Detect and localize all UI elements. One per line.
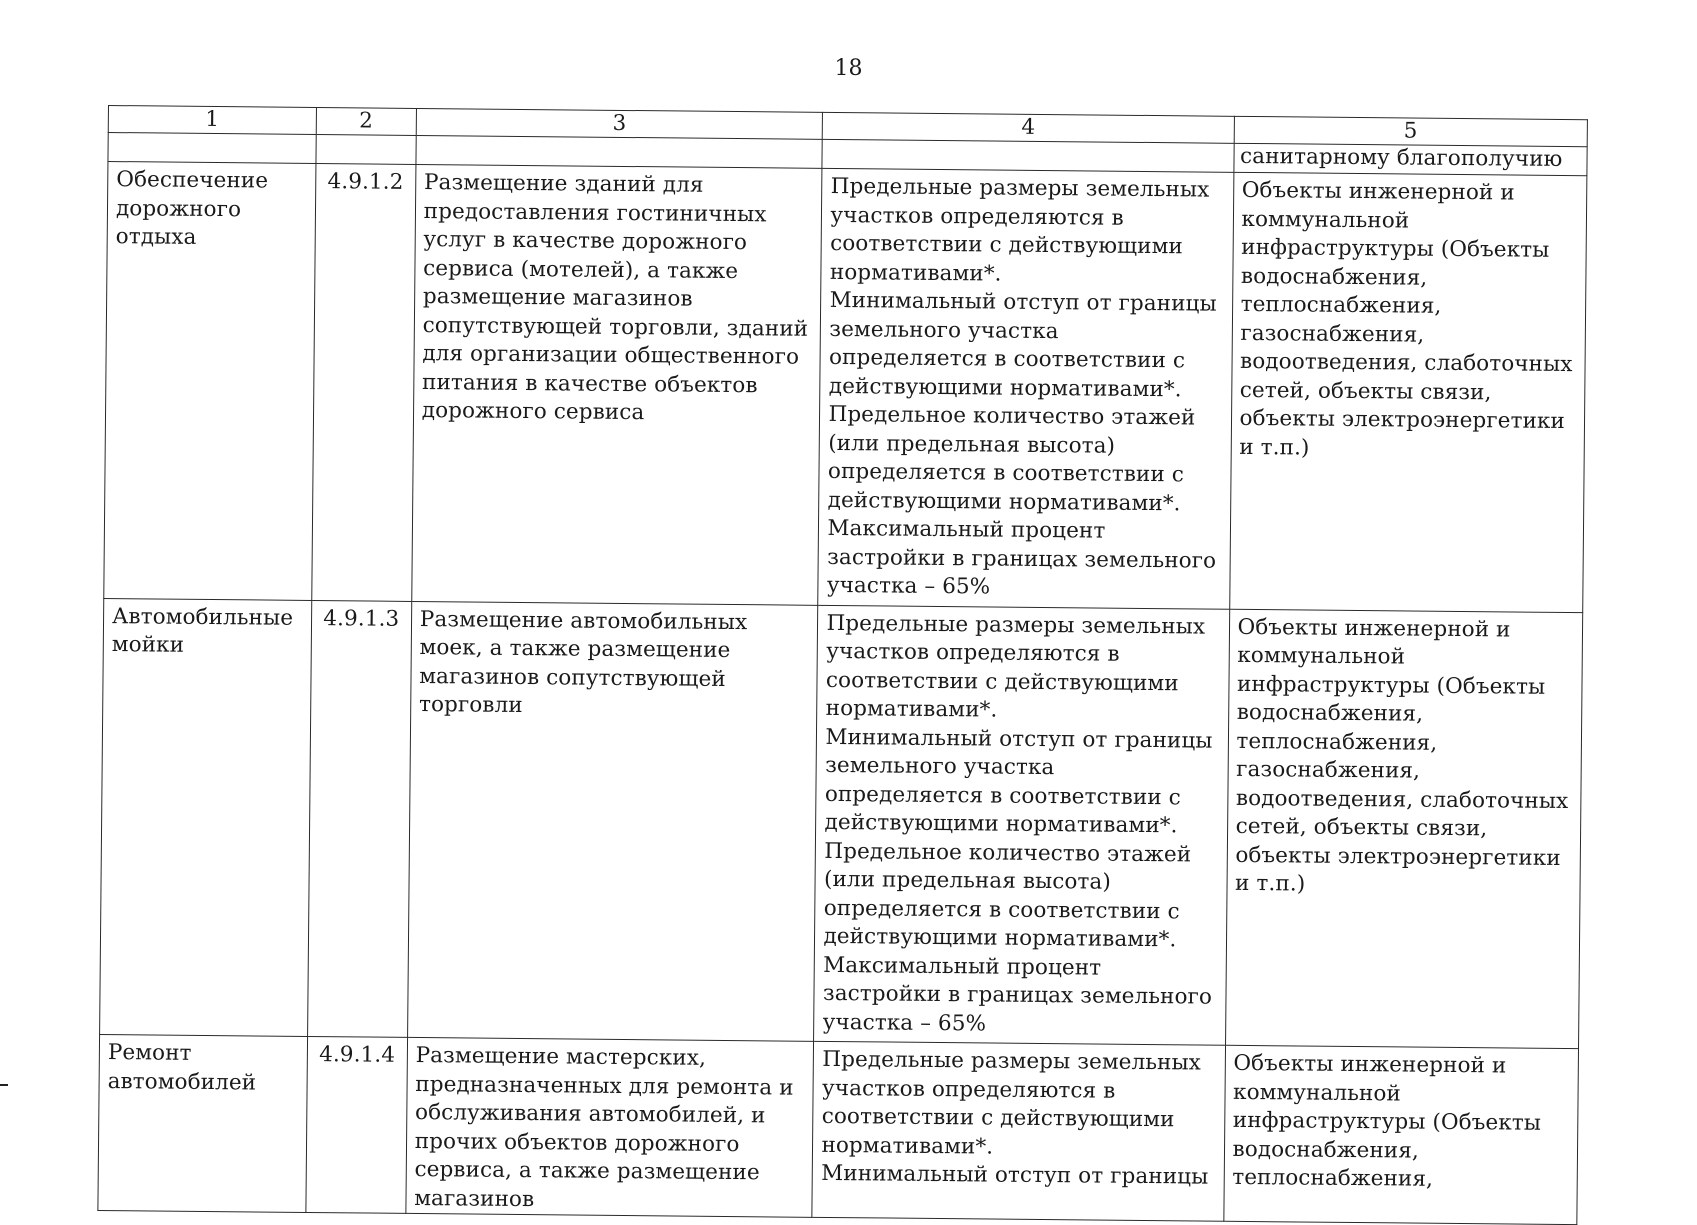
use-code-cell: 4.9.1.3 bbox=[307, 600, 411, 1037]
continuation-text: санитарному благополучию bbox=[1239, 143, 1563, 172]
table-row bbox=[100, 598, 1583, 1049]
continuation-cell-2 bbox=[316, 134, 416, 164]
table-row bbox=[98, 1034, 1579, 1224]
parameter-line: Предельные размеры земельных участков определяются в соответствии с действующими нормативами*. bbox=[821, 1046, 1202, 1160]
use-parameters-cell bbox=[812, 1041, 1225, 1221]
land-use-table bbox=[97, 105, 1588, 1225]
parameter-line: Предельное количество этажей (или предельная высота) определяется в соответствии с действующими нормативами*. bbox=[827, 401, 1196, 516]
header-col-5: 5 bbox=[1234, 116, 1588, 146]
continuation-cell-1 bbox=[108, 133, 316, 164]
continuation-cell-3 bbox=[416, 135, 823, 168]
use-parameters-cell bbox=[818, 168, 1233, 608]
header-col-2: 2 bbox=[316, 107, 416, 135]
use-name-cell: Обеспечение дорожного отдыха bbox=[104, 162, 316, 600]
continuation-cell-4 bbox=[822, 139, 1233, 172]
parameter-line: Предельные размеры земельных участков определяются в соответствии с действующими нормативами*. bbox=[825, 610, 1206, 723]
use-description-cell: Размещение автомобильных моек, а также размещение магазинов сопутствующей торговли bbox=[407, 601, 818, 1041]
parameter-line: Предельное количество этажей (или предельная высота) определяется в соответствии с действующими нормативами*. bbox=[823, 838, 1192, 953]
use-description-cell: Размещение мастерских, предназначенных для ремонта и обслуживания автомобилей, и прочих объектов дорожного сервиса, а также размещение магазинов bbox=[406, 1037, 814, 1217]
parameter-line: Максимальный процент застройки в границах земельного участка – 65% bbox=[826, 515, 1217, 600]
use-name-cell: Ремонт автомобилей bbox=[98, 1034, 307, 1212]
auxiliary-uses-cell: Объекты инженерной и коммунальной инфраструктуры (Объекты водоснабжения, теплоснабжения, газоснабжения, водоотведения, слаботочных сетей, объекты связи, объекты электроэнергетики и т.п.) bbox=[1225, 609, 1583, 1049]
use-name-cell: Автомобильные мойки bbox=[100, 598, 312, 1036]
header-col-4: 4 bbox=[823, 112, 1234, 143]
auxiliary-uses-cell: Объекты инженерной и коммунальной инфраструктуры (Объекты водоснабжения, теплоснабжения, газоснабжения, водоотведения, слаботочных сетей, объекты связи, объекты электроэнергетики и т.п.) bbox=[1229, 172, 1587, 612]
continuation-cell-5 bbox=[1233, 143, 1587, 175]
use-description-cell: Размещение зданий для предоставления гостиничных услуг в качестве дорожного сервиса (мотелей), а также размещение магазинов сопутствующей торговли, зданий для организации общественного питания в качестве объектов дорожного сервиса bbox=[412, 164, 823, 604]
parameter-line: Минимальный отступ от границы bbox=[821, 1160, 1209, 1190]
page-number: 18 bbox=[834, 56, 863, 81]
use-parameters-cell bbox=[814, 605, 1229, 1045]
auxiliary-uses-cell: Объекты инженерной и коммунальной инфраструктуры (Объекты водоснабжения, теплоснабжения, bbox=[1223, 1045, 1578, 1224]
parameter-line: Минимальный отступ от границы земельного участка определяется в соответствии с действующими нормативами*. bbox=[828, 287, 1217, 402]
use-code-cell: 4.9.1.2 bbox=[311, 163, 415, 600]
table-row bbox=[104, 162, 1587, 613]
parameter-line: Максимальный процент застройки в границах земельного участка – 65% bbox=[822, 952, 1213, 1036]
scan-edge-mark bbox=[0, 1084, 8, 1086]
parameter-line: Минимальный отступ от границы земельного участка определяется в соответствии с действующими нормативами*. bbox=[824, 724, 1213, 839]
use-code-cell: 4.9.1.4 bbox=[306, 1036, 408, 1213]
parameter-line: Предельные размеры земельных участков определяются в соответствии с действующими нормативами*. bbox=[829, 173, 1210, 287]
header-col-3: 3 bbox=[416, 108, 823, 139]
header-col-1: 1 bbox=[108, 106, 316, 135]
